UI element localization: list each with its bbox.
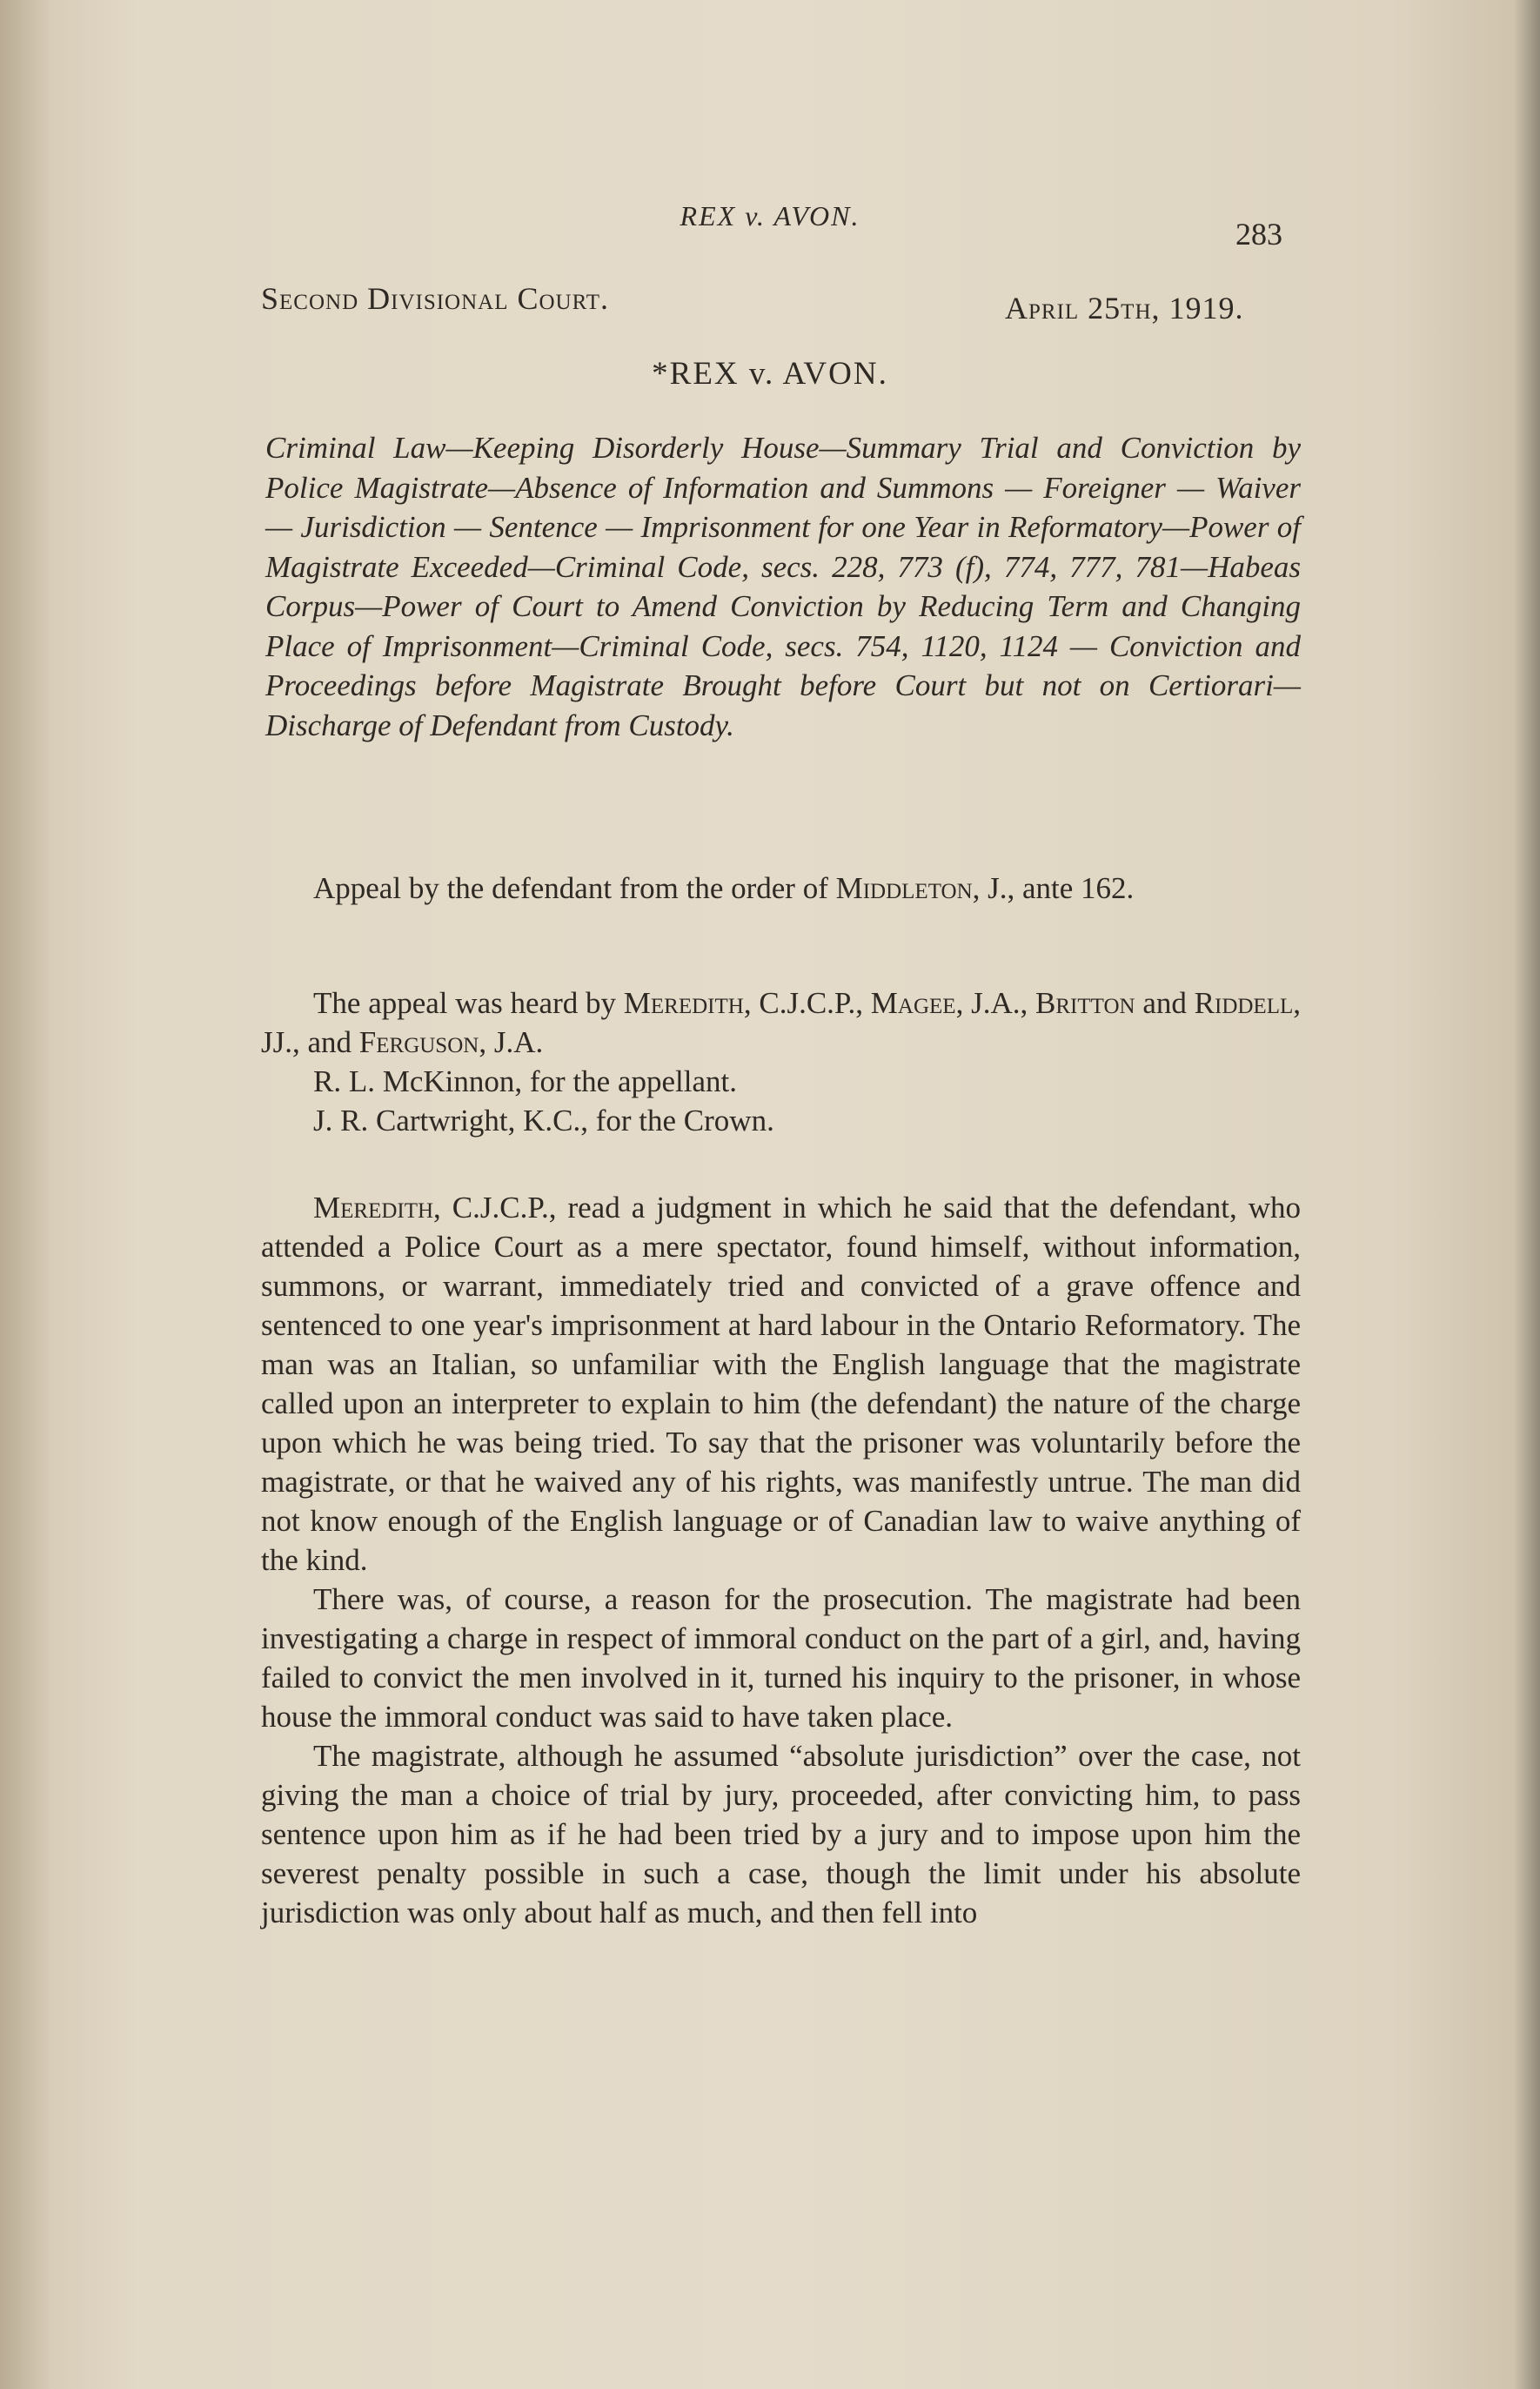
appeal-paragraph (261, 869, 1301, 908)
running-head: REX v. AVON. (680, 200, 860, 232)
counsel-appellant: R. L. McKinnon, for the appellant. (313, 1064, 737, 1098)
judge-name: Meredith (623, 986, 744, 1020)
heard-text: and (1135, 986, 1195, 1020)
decision-date: April 25th, 1919. (1005, 291, 1244, 325)
heard-text: , C.J.C.P., (743, 986, 871, 1020)
judgment-paragraph-1: , C.J.C.P., read a judgment in which he said that the defendant, who attended a Police Court as a mere spectator, found himself, without information, summons, or warrant, immediately tried and convicted of a grave offence and sentenced to one year's imprisonment at hard labour in the Ontario Reformatory. The man was an Italian, so unfamiliar with the English language that the magistrate called upon an interpreter to explain to him (the defendant) the nature of the charge upon which he was being tried. To say that the prisoner was voluntarily before the magistrate, or that he waived any of his rights, was manifestly untrue. The man did not know enough of the English language or of Canadian law to waive anything of the kind. (261, 1191, 1301, 1577)
page-number: 283 (1235, 217, 1282, 252)
heard-text: , J.A. (479, 1025, 544, 1059)
counsel-crown: J. R. Cartwright, K.C., for the Crown. (313, 1104, 774, 1137)
judge-name: Magee (870, 986, 956, 1020)
headnote (265, 428, 1301, 745)
judgment-paragraph-2: There was, of course, a reason for the prosecution. The magistrate had been investigating a charge in respect of immoral conduct on the part of a girl, and, having failed to convict the men involved in it, turned his inquiry to the prisoner, in whose house the immoral conduct was said to have taken place. (261, 1582, 1301, 1734)
court-name: Second Divisional Court. (261, 281, 610, 316)
heard-text: , J.A., (955, 986, 1036, 1020)
appeal-judge: Middleton (835, 871, 973, 905)
judge-name: Riddell (1194, 986, 1294, 1020)
case-title: *REX v. AVON. (652, 356, 888, 392)
judge-name: Britton (1035, 986, 1135, 1020)
judgment-judge: Meredith (313, 1191, 434, 1225)
judgment-text (261, 1188, 1301, 1932)
judge-name: Ferguson (358, 1025, 479, 1059)
appeal-text-post: , J., ante 162. (972, 871, 1135, 905)
heard-text: The appeal was heard by (313, 986, 624, 1020)
appeal-text-pre: Appeal by the defendant from the order of (313, 871, 836, 905)
headnote-text: Criminal Law—Keeping Disorderly House—Summary Trial and Conviction by Police Magistrate—Absence of Information and Summons — Foreigner — Waiver — Jurisdiction — Sentence — Imprisonment for one Year in Reformatory—Power of Magistrate Exceeded—Criminal Code, secs. 228, 773 (f), 774, 777, 781—Habeas Corpus—Power of Court to Amend Conviction by Reducing Term and Changing Place of Imprisonment—Criminal Code, secs. 754, 1120, 1124 — Conviction and Proceedings before Magistrate Brought before Court but not on Certiorari—Discharge of Defendant from Custody. (265, 431, 1301, 742)
heard-text: , JJ., and (261, 986, 1301, 1059)
judgment-paragraph-3: The magistrate, although he assumed “absolute jurisdiction” over the case, not giving the man a choice of trial by jury, proceeded, after convicting him, to pass sentence upon him as if he had been tried by a jury and to impose upon him the severest penalty possible in such a case, though the limit under his absolute jurisdiction was only about half as much, and then fell into (261, 1739, 1301, 1929)
hearing-paragraph (261, 983, 1301, 1140)
